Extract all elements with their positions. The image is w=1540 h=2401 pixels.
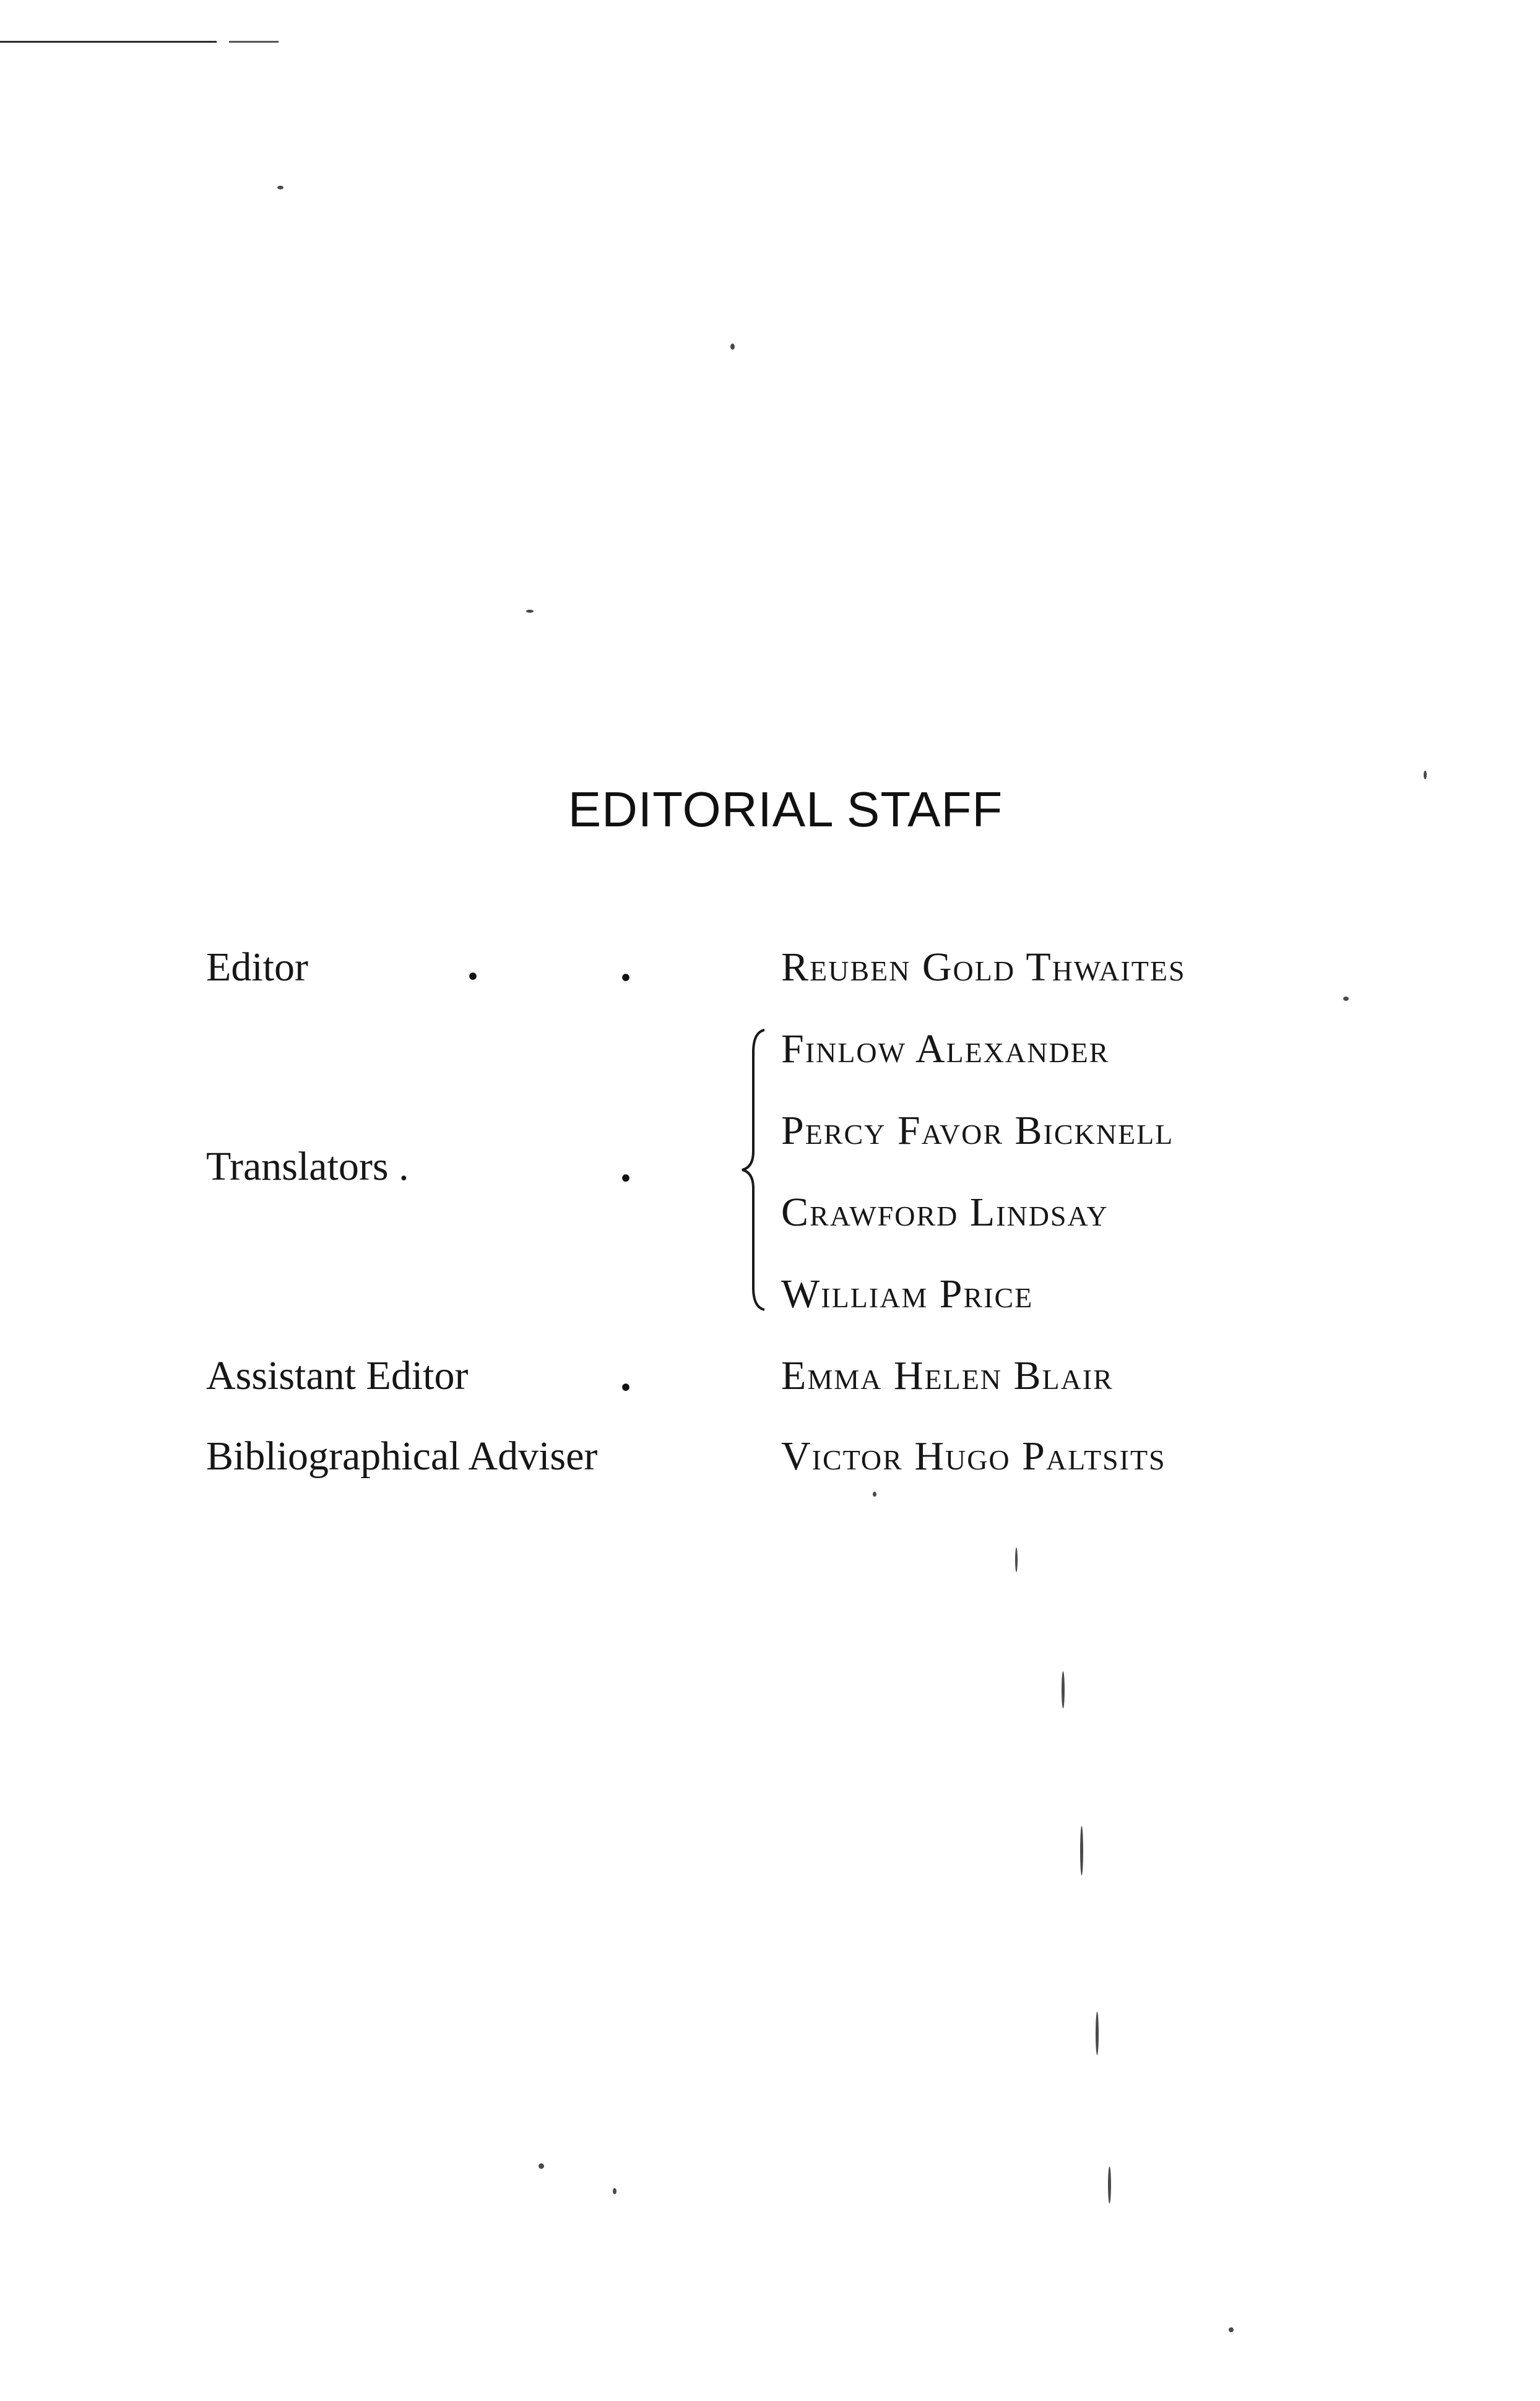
- bibliographical-adviser-role: Bibliographical Adviser: [206, 1434, 598, 1479]
- translator-name: Percy Favor Bicknell: [781, 1108, 1174, 1153]
- scan-speck: [277, 186, 283, 189]
- assistant-editor-name: Emma Helen Blair: [781, 1353, 1114, 1398]
- scan-speck: [613, 2188, 616, 2194]
- bibliographical-adviser-row: [0, 1436, 1540, 1516]
- bibliographical-adviser-name: Victor Hugo Paltsits: [781, 1434, 1166, 1479]
- scan-speck: [730, 344, 735, 350]
- page-title: EDITORIAL STAFF: [568, 782, 1003, 837]
- scan-speck: [539, 2163, 544, 2169]
- scan-speck: [1108, 2166, 1111, 2204]
- leader-dot: .: [467, 940, 478, 989]
- scan-speck: [1229, 2327, 1234, 2332]
- editor-row: [0, 940, 1540, 1027]
- editor-name: Reuben Gold Thwaites: [781, 945, 1186, 990]
- scan-speck: [1080, 1826, 1083, 1875]
- translators-role: Translators .: [206, 1144, 409, 1189]
- leader-dot: .: [620, 941, 631, 990]
- scan-speck: [1424, 771, 1427, 779]
- translators-brace: [740, 1027, 777, 1312]
- assistant-editor-row: [0, 1351, 1540, 1436]
- top-rule: [0, 41, 309, 43]
- leader-dot: .: [620, 1351, 631, 1400]
- editor-role: Editor: [206, 945, 308, 990]
- scan-speck: [1096, 2012, 1099, 2055]
- scan-speck: [1062, 1671, 1065, 1708]
- translator-name: William Price: [781, 1271, 1034, 1317]
- scan-speck: [526, 610, 534, 613]
- scan-speck: [1343, 997, 1349, 1001]
- assistant-editor-role: Assistant Editor: [206, 1353, 469, 1398]
- translator-name: Finlow Alexander: [781, 1026, 1110, 1071]
- leader-dot: .: [620, 1141, 631, 1191]
- scan-speck: [873, 1492, 876, 1497]
- translator-name: Crawford Lindsay: [781, 1190, 1109, 1235]
- scan-speck: [1015, 1547, 1018, 1572]
